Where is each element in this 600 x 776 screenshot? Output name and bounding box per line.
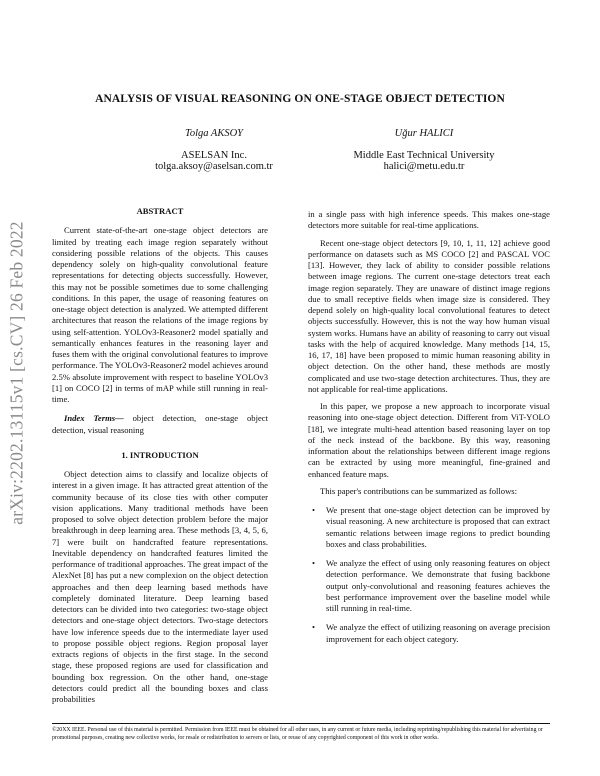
left-column xyxy=(52,206,268,705)
index-terms xyxy=(52,413,268,436)
intro-paragraph-1: Object detection aims to classify and localize objects of interest in a given image. It has attracted great attention of the community because of its close ties with other computer vision applications. Many traditional methods have been proposed to solve object detection problem before the major breakthrough in deep learning area. These methods [3, 4, 5, 6, 7] were built on handcrafted feature representations. Inevitable dependency on handcrafted features limited the performance of traditional approaches. The great impact of the AlexNet [8] has put a new complexion on the object detection approaches and then deep learning based methods have completely dominated literature. Deep learning based detectors can be divided into two categories: two-stage object detectors and one-stage object detectors. Two-stage detectors have low inference speeds due to the intermediate layer used to propose possible object regions. Region proposal layer extracts regions of objects in the first stage. In the second stage, these proposed regions are used for classification and bounding box regression. On the other hand, one-stage detectors could predict all the bounding boxes and class probabilities xyxy=(52,469,268,704)
index-terms-text: object detection, one-stage object detection, visual reasoning xyxy=(52,413,268,435)
intro-paragraph-4: This paper's contributions can be summarized as follows: xyxy=(320,485,518,496)
abstract-text: Current state-of-the-art one-stage object detectors are limited by treating each image region separately without considering possible relations of the objects. This causes dependency solely on high-quality convolutional feature representations for detecting objects successfully. However, this may not be possible sometimes due to some challenging conditions. In this paper, the usage of reasoning features on one-stage object detection is analyzed. We attempted different architectures that reason the relations of the image regions by using self-attention. YOLOv3-Reasoner2 model spatially and semantically enhances features in the reasoning layer and fuses them with the original convolutional features to improve performance. The YOLOv3-Reasoner2 model achieves around 2.5% absolute improvement with respect to baseline YOLOv3 [1] on COCO [2] in terms of mAP while still running in real-time. xyxy=(52,225,268,404)
copyright-footer: ©20XX IEEE. Personal use of this material is permitted. Permission from IEEE must be obtained for all other uses, in any current or future media, including reprinting/republishing this material for advertising or promotional purposes, creating new collective works, for resale or redistribution to servers or lists, or reuse of any copyrighted component of this work in other works. xyxy=(52,723,550,742)
author-email: tolga.aksoy@aselsan.com.tr xyxy=(155,161,273,172)
list-item-text: We analyze the effect of using only reasoning features on object detection performance. We demonstrate that fusing backbone output only-convolutional and reasoning features achieves the best performance improvement over the baseline model while still running in real-time. xyxy=(326,558,550,613)
author-email: halici@metu.edu.tr xyxy=(383,161,465,172)
list-item: • We analyze the effect of using only reasoning features on object detection performance. We demonstrate that fusing backbone output only-convolutional and reasoning features achieves the best performance improvement over the baseline model while still running in real-time. xyxy=(312,558,550,613)
arxiv-identifier xyxy=(2,168,32,578)
author-name: Uğur HALICI xyxy=(394,128,454,139)
list-item: • We analyze the effect of utilizing reasoning on average precision improvement for each object category. xyxy=(312,622,550,644)
index-terms-label: Index Terms— xyxy=(64,413,124,424)
paper-title: ANALYSIS OF VISUAL REASONING ON ONE-STAGE OBJECT DETECTION xyxy=(95,93,505,105)
intro-paragraph-1-continued: in a single pass with high inference speeds. This makes one-stage detectors more suitable for real-time applications. xyxy=(308,209,550,231)
author-affiliation: Middle East Technical University xyxy=(353,150,495,161)
intro-paragraph-2: Recent one-stage object detectors [9, 10, 1, 11, 12] achieve good performance on datasets such as MS COCO [2] and PASCAL VOC [13]. However, they lack of ability to consider possible relations between image regions. The current one-stage detectors treat each image region separately. They are unaware of distinct image regions due to small receptive fields when image size is considered. They depend solely on high-quality local convolutional features to detect objects successfully. However, this is not the way how human visual system works. Humans have an ability of reasoning to carry out visual tasks with the help of acquired knowledge. Many methods [14, 15, 16, 17, 18] have been proposed to mimic human reasoning ability in object detection. On the other hand, these methods are mostly complicated and use two-stage detection architectures. Thus, they are not applicable for real-time applications. xyxy=(308,237,551,394)
list-item: • We present that one-stage object detection can be improved by visual reasoning. A new architecture is proposed that can extract semantic relations between image regions to predict bounding boxes and class probabilities. xyxy=(312,505,550,549)
arxiv-identifier-text: arXiv:2202.13115v1 [cs.CV] 26 Feb 2022 xyxy=(6,221,27,525)
author-block-1 xyxy=(104,128,324,172)
list-item-text: We analyze the effect of utilizing reasoning on average precision improvement for each object category. xyxy=(326,622,550,644)
abstract-heading: ABSTRACT xyxy=(136,206,184,216)
introduction-heading: 1. INTRODUCTION xyxy=(121,449,199,460)
right-column xyxy=(308,209,550,653)
author-name: Tolga AKSOY xyxy=(184,128,244,139)
author-affiliation: ASELSAN Inc. xyxy=(181,150,247,161)
intro-paragraph-3: In this paper, we propose a new approach to incorporate visual reasoning into one-stage object detection. Different from ViT-YOLO [18], we integrate multi-head attention based reasoning layer on top of the neck instead of the backbone. By this way, reasoning information about the relationships between different image regions can be extracted by using more meaningful, fine-grained and enhanced feature maps. xyxy=(308,401,550,479)
list-item-text: We present that one-stage object detection can be improved by visual reasoning. A new architecture is proposed that can extract semantic relations between image regions to predict bounding boxes and class probabilities. xyxy=(326,505,550,549)
contributions-list xyxy=(308,505,550,645)
author-block-2 xyxy=(314,128,534,172)
